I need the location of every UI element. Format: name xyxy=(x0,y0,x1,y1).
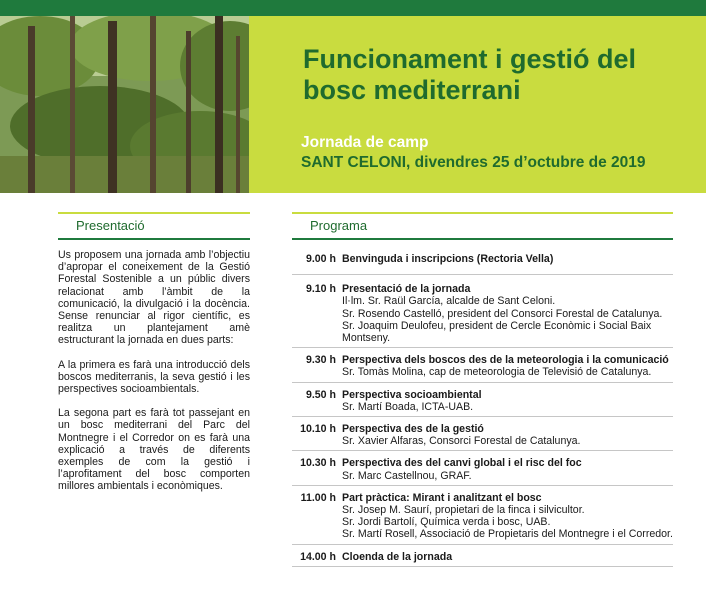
program-item xyxy=(292,383,673,417)
program-content xyxy=(342,457,673,481)
program-list xyxy=(292,244,673,567)
program-content xyxy=(342,253,673,265)
program-item xyxy=(292,417,673,451)
program-item-line: Sr. Josep M. Saurí, propietari de la finca i silvicultor. xyxy=(342,504,585,517)
presentation-paragraph: La segona part es farà tot passejant en un bosc mediterrani del Parc del Montnegre i el Corredor on es farà una explicació a través de diferents exemples de com la gestió i l’aprofitament del bosc comporten millores ambientals i econòmiques. xyxy=(58,407,250,493)
program-item xyxy=(292,545,673,567)
title-line-1: Funcionament i gestió del xyxy=(303,44,637,74)
program-content xyxy=(342,492,673,541)
presentation-paragraph: Us proposem una jornada amb l’objectiu d’apropar el coneixement de la Gestió Forestal Sostenible a un públic divers relacionat amb l’àmbit de la comunicació, la divulgació i la docència. Sense renunciar al rigor científic, es realitza un plantejament amè estructurant la jornada en dues parts: xyxy=(58,249,250,347)
program-item xyxy=(292,486,673,545)
program-item-line: Sr. Martí Rosell, Associació de Propietaris del Montnegre i el Corredor. xyxy=(342,528,673,541)
program-item xyxy=(292,348,673,382)
program-item xyxy=(292,244,673,275)
program-time: 9.50 h xyxy=(305,388,336,401)
forest-photo xyxy=(0,16,249,193)
title-line-2: bosc mediterrani xyxy=(303,75,521,105)
presentation-paragraph: A la primera es farà una introducció dels boscos mediterranis, la seva gestió i les perspectives socioambientals. xyxy=(58,358,250,396)
program-item-line: Sr. Jordi Bartolí, Química verda i bosc, UAB. xyxy=(342,516,551,529)
program-item-line: Il·lm. Sr. Raül García, alcalde de Sant Celoni. xyxy=(342,295,556,308)
program-item-title: Part pràctica: Mirant i analitzant el bosc xyxy=(342,491,542,504)
program-time: 9.00 h xyxy=(305,253,336,265)
program-content xyxy=(342,423,673,447)
program-item xyxy=(292,275,673,348)
program-item-title: Benvinguda i inscripcions (Rectoria Vella) xyxy=(342,253,554,265)
presentation-heading-label: Presentació xyxy=(76,218,145,233)
presentation-text xyxy=(58,249,250,505)
program-item-line: Sr. Tomàs Molina, cap de meteorologia de Televisió de Catalunya. xyxy=(342,366,652,379)
program-content xyxy=(342,354,673,378)
program-item-title: Cloenda de la jornada xyxy=(342,550,453,563)
program-time: 9.10 h xyxy=(305,283,336,296)
program-time: 14.00 h xyxy=(300,550,336,563)
program-item-line: Sr. Rosendo Castelló, president del Consorci Forestal de Catalunya. xyxy=(342,307,663,320)
program-item-title: Perspectiva socioambiental xyxy=(342,388,482,401)
program-time: 11.00 h xyxy=(300,491,336,504)
program-content xyxy=(342,389,673,413)
program-item-line: Sr. Marc Castellnou, GRAF. xyxy=(342,469,472,482)
program-item-title: Perspectiva des de la gestió xyxy=(342,423,484,436)
program-content xyxy=(342,551,673,563)
program-time: 9.30 h xyxy=(305,354,336,367)
event-location-date: SANT CELONI, divendres 25 d’octubre de 2019 xyxy=(301,154,646,171)
presentation-heading xyxy=(58,212,250,240)
program-item-line: Sr. Martí Boada, ICTA-UAB. xyxy=(342,400,474,413)
program-heading-label: Programa xyxy=(310,218,368,233)
header-panel xyxy=(249,16,706,193)
page-title xyxy=(303,44,703,106)
program-item xyxy=(292,451,673,485)
forest-illustration xyxy=(0,16,249,193)
top-accent-strip xyxy=(0,0,706,16)
program-item-line: Sr. Xavier Alfaras, Consorci Forestal de Catalunya. xyxy=(342,435,581,448)
program-item-title: Perspectiva dels boscos des de la meteorologia i la comunicació xyxy=(342,354,669,367)
program-content xyxy=(342,283,673,344)
program-item-line: Sr. Joaquim Deulofeu, president de Cercle Econòmic i Social Baix Montseny. xyxy=(342,319,652,345)
program-time: 10.10 h xyxy=(300,423,336,436)
subtitle: Jornada de camp xyxy=(301,134,429,151)
program-item-title: Perspectiva des del canvi global i el risc del foc xyxy=(342,457,582,470)
program-item-title: Presentació de la jornada xyxy=(342,283,471,296)
program-time: 10.30 h xyxy=(300,457,336,470)
program-heading xyxy=(292,212,673,240)
